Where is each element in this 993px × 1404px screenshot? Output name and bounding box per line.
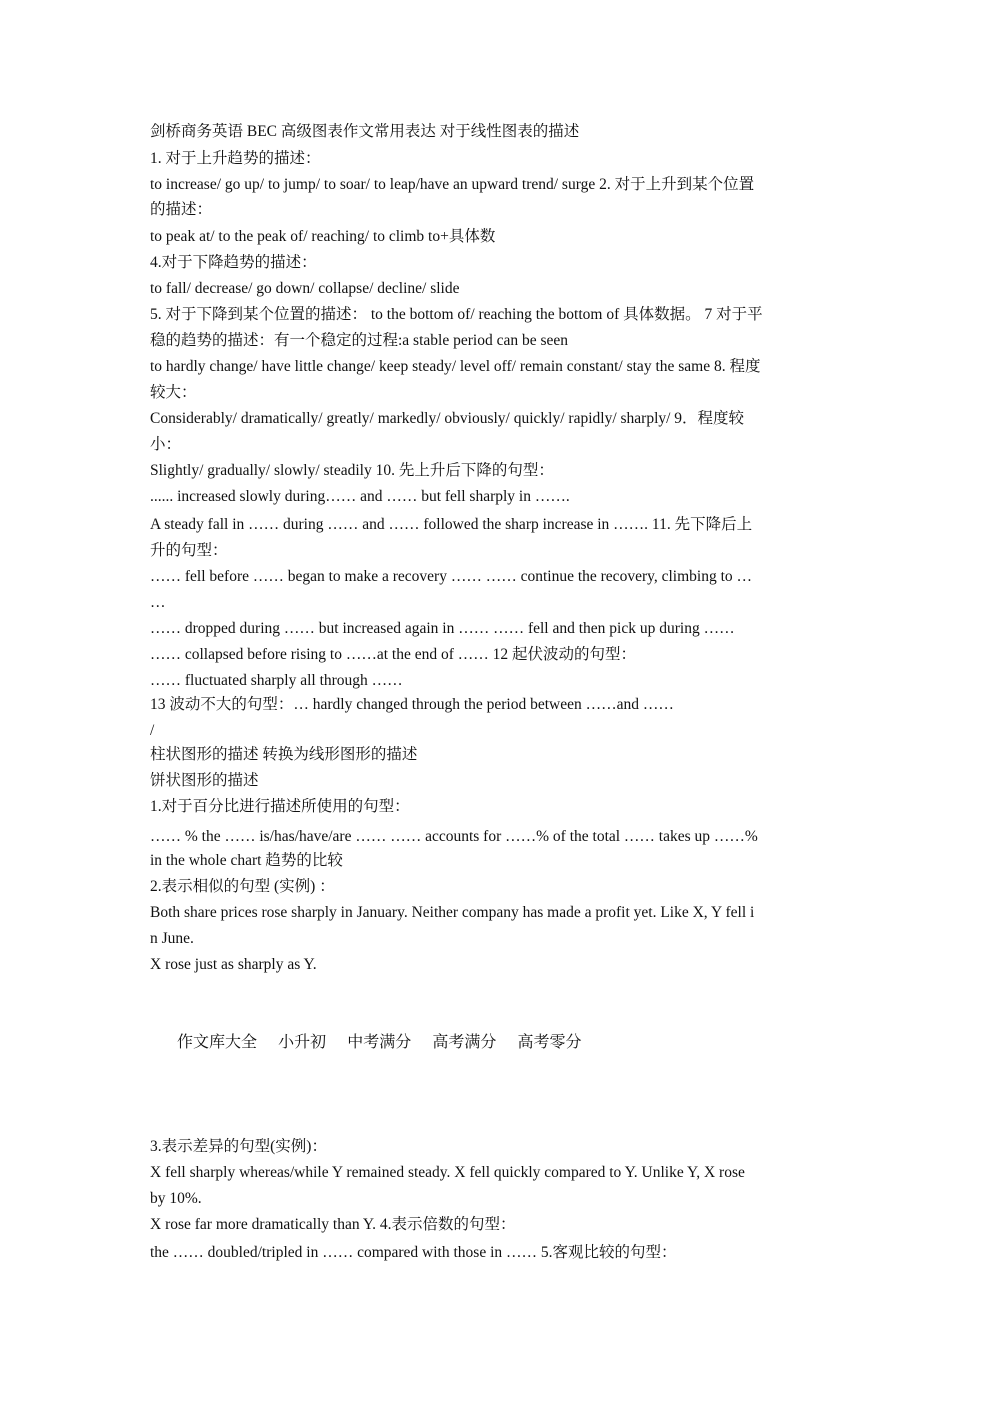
text-line: …… fluctuated sharply all through …… <box>150 672 403 689</box>
text-line: …… % the …… is/has/have/are …… …… accounts for ……% of the total …… takes up ……% <box>150 828 758 845</box>
text-line: 5. 对于下降到某个位置的描述： to the bottom of/ reaching the bottom of 具体数据。 7 对于平 <box>150 306 763 323</box>
text-line: 的描述： <box>150 201 213 218</box>
text-line: 较大： <box>150 384 197 401</box>
link-zhongkao[interactable]: 中考满分 <box>347 1032 412 1051</box>
text-line: A steady fall in …… during …… and …… followed the sharp increase in ……. 11. 先下降后上 <box>150 516 753 533</box>
text-line: 升的句型： <box>150 542 228 559</box>
text-line: 1.对于百分比进行描述所使用的句型： <box>150 798 410 815</box>
footer-links <box>177 1030 597 1054</box>
text-line: 柱状图形的描述 转换为线形图形的描述 <box>150 746 418 763</box>
text-line: 2.表示相似的句型 (实例) ： <box>150 878 335 895</box>
text-line: to hardly change/ have little change/ keep steady/ level off/ remain constant/ stay the same 8. 程度 <box>150 358 761 375</box>
text-line: 稳的趋势的描述：有一个稳定的过程:a stable period can be seen <box>150 332 568 349</box>
text-line: by 10%. <box>150 1190 202 1207</box>
text-line: 小： <box>150 436 182 453</box>
text-line: … <box>150 594 166 611</box>
text-line: 4.对于下降趋势的描述： <box>150 254 317 271</box>
link-gaokao-zero[interactable]: 高考零分 <box>517 1032 582 1051</box>
text-line: the …… doubled/tripled in …… compared with those in …… 5.客观比较的句型： <box>150 1244 677 1261</box>
link-gaokao-full[interactable]: 高考满分 <box>432 1032 497 1051</box>
text-line: 13 波动不大的句型：… hardly changed through the period between ……and …… <box>150 696 674 713</box>
text-line: Slightly/ gradually/ slowly/ steadily 10. 先上升后下降的句型： <box>150 462 554 479</box>
text-line: / <box>150 722 155 739</box>
link-xiaoshengchu[interactable]: 小升初 <box>278 1032 327 1051</box>
text-line: Considerably/ dramatically/ greatly/ markedly/ obviously/ quickly/ rapidly/ sharply/ 9．程度较 <box>150 410 745 427</box>
text-line: to fall/ decrease/ go down/ collapse/ decline/ slide <box>150 280 460 297</box>
link-zuowenku[interactable]: 作文库大全 <box>177 1032 258 1051</box>
text-line: n June. <box>150 930 194 947</box>
text-line: X fell sharply whereas/while Y remained steady. X fell quickly compared to Y. Unlike Y, X rose <box>150 1164 745 1181</box>
text-line: ...... increased slowly during…… and …… but fell sharply in ……. <box>150 488 570 505</box>
text-line: X rose far more dramatically than Y. 4.表示倍数的句型： <box>150 1216 516 1233</box>
text-line: …… dropped during …… but increased again in …… …… fell and then pick up during …… <box>150 620 735 637</box>
text-line: …… fell before …… began to make a recovery …… …… continue the recovery, climbing to … <box>150 568 753 585</box>
text-line: to peak at/ to the peak of/ reaching/ to climb to+具体数 <box>150 228 496 245</box>
text-line: …… collapsed before rising to ……at the end of …… 12 起伏波动的句型： <box>150 646 637 663</box>
text-line: 饼状图形的描述 <box>150 772 259 789</box>
text-line: in the whole chart 趋势的比较 <box>150 852 343 869</box>
text-line: Both share prices rose sharply in January. Neither company has made a profit yet. Like X, Y fell i <box>150 904 755 921</box>
doc-title: 剑桥商务英语 BEC 高级图表作文常用表达 对于线性图表的描述 <box>150 123 580 140</box>
text-line: 3.表示差异的句型(实例)： <box>150 1138 327 1155</box>
text-line: 1. 对于上升趋势的描述： <box>150 150 321 167</box>
text-line: to increase/ go up/ to jump/ to soar/ to leap/have an upward trend/ surge 2. 对于上升到某个位置 <box>150 176 755 193</box>
text-line: X rose just as sharply as Y. <box>150 956 317 973</box>
